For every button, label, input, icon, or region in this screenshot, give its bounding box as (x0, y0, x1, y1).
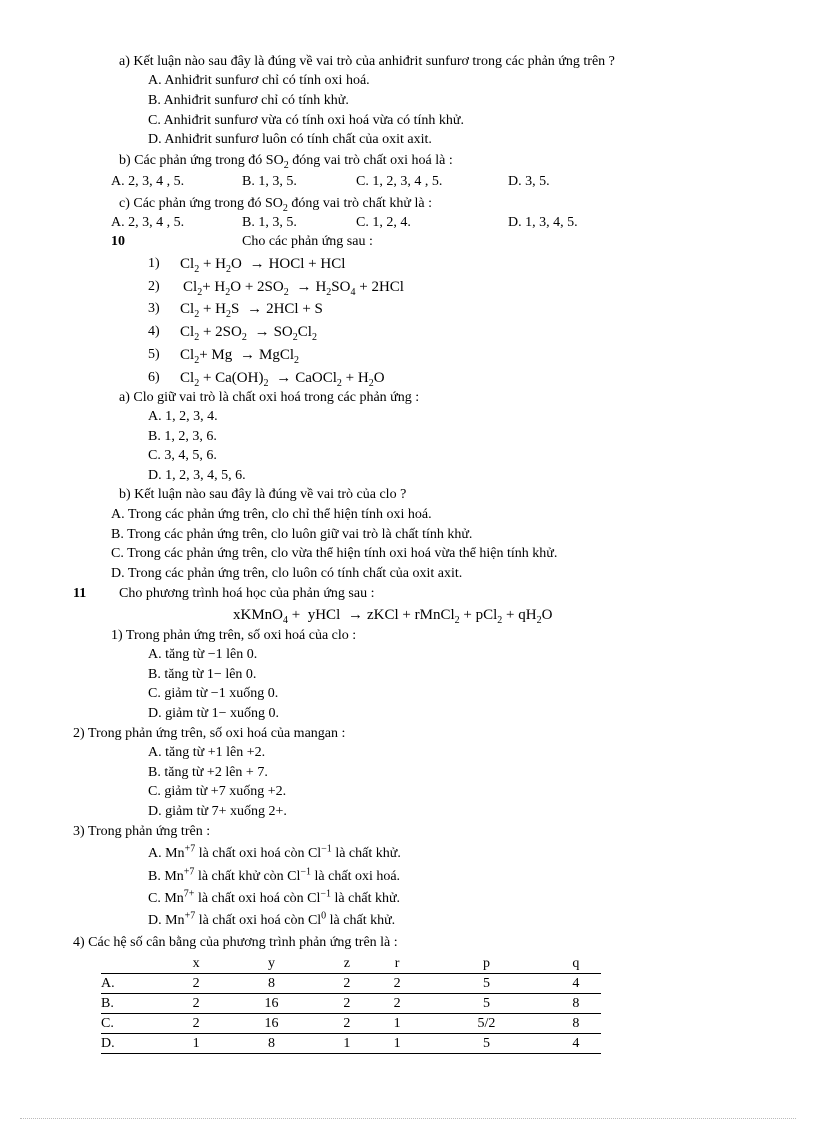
q10-part-b-question: b) Kết luận nào sau đây là đúng về vai trò của clo ? (119, 487, 407, 502)
q11-number: 11 (73, 586, 87, 601)
table-row (101, 974, 601, 994)
table-header-cell (101, 954, 171, 974)
q9-b-option-d: D. 3, 5. (508, 174, 550, 189)
page-bottom-divider (20, 1118, 796, 1119)
q9-b-option-c: C. 1, 2, 3, 4 , 5. (356, 174, 443, 189)
q11-p2-option-c: C. giảm từ +7 xuống +2. (148, 784, 287, 799)
q10-reaction-4-number: 4) (148, 324, 160, 339)
q11-p3-option-c: C. $Mn^{7+}$ là chất oxi hoá còn $Cl^{-1}$ là chất khử. (148, 888, 401, 906)
q10-reaction-4-equation: $Cl_2 + 2SO_2 \to SO_2Cl_2$ (180, 324, 317, 343)
q9-a-option-d: D. Anhiđrit sunfurơ luôn có tính chất của oxit axit. (148, 132, 432, 147)
q11-part-1-question: 1) Trong phản ứng trên, số oxi hoá của clo : (111, 628, 357, 643)
q10-part-a-question: a) Clo giữ vai trò là chất oxi hoá trong các phản ứng : (119, 390, 420, 405)
q11-part-3-question: 3) Trong phản ứng trên : (73, 824, 211, 839)
table-cell: 8 (221, 974, 322, 994)
table-cell: 8 (551, 994, 601, 1014)
q9-a-option-a: A. Anhiđrit sunfurơ chỉ có tính oxi hoá. (148, 73, 370, 88)
table-cell: 2 (372, 994, 422, 1014)
q11-p2-option-d: D. giảm từ 7+ xuống 2+. (148, 804, 287, 819)
table-cell: 8 (221, 1034, 322, 1054)
q9-a-option-b: B. Anhiđrit sunfurơ chỉ có tính khử. (148, 93, 349, 108)
table-cell: A. (101, 974, 171, 994)
table-header-row (101, 954, 601, 974)
q11-p2-option-a: A. tăng từ +1 lên +2. (148, 745, 266, 760)
q11-p1-option-c: C. giảm từ −1 xuống 0. (148, 686, 279, 701)
q11-p1-option-a: A. tăng từ −1 lên 0. (148, 647, 258, 662)
q10-b-option-a: A. Trong các phản ứng trên, clo chỉ thể hiện tính oxi hoá. (111, 507, 432, 522)
table-cell: C. (101, 1014, 171, 1034)
q10-reaction-1-equation: $Cl_2 + H_2O$ → HOCl + HCl (180, 256, 346, 275)
q9-b-option-b: B. 1, 3, 5. (242, 174, 297, 189)
table-cell: 2 (171, 994, 221, 1014)
q10-intro: Cho các phản ứng sau : (242, 234, 373, 249)
q10-a-option-a: A. 1, 2, 3, 4. (148, 409, 218, 424)
q9-b-option-a: A. 2, 3, 4 , 5. (111, 174, 185, 189)
table-cell: 5 (422, 994, 550, 1014)
q11-p1-option-b: B. tăng từ 1− lên 0. (148, 667, 257, 682)
q10-reaction-2-equation: $Cl_2+ H_2O + 2SO_2 \to H_2SO_4 + 2HCl$ (183, 279, 404, 298)
q9-part-a-question: a) Kết luận nào sau đây là đúng về vai trò của anhiđrit sunfurơ trong các phản ứng trên ? (119, 54, 615, 69)
q10-a-option-c: C. 3, 4, 5, 6. (148, 448, 217, 463)
q10-reaction-3-equation: $Cl_2 + H_2S \to 2HCl + S$ (180, 301, 323, 320)
q10-reaction-5-number: 5) (148, 347, 160, 362)
q11-part-2-question: 2) Trong phản ứng trên, số oxi hoá của mangan : (73, 726, 346, 741)
q11-p2-option-b: B. tăng từ +2 lên + 7. (148, 765, 268, 780)
q10-a-option-b: B. 1, 2, 3, 6. (148, 429, 217, 444)
table-cell: 16 (221, 1014, 322, 1034)
q11-intro: Cho phương trình hoá học của phản ứng sau : (119, 586, 375, 601)
table-row (101, 1034, 601, 1054)
table-cell: 1 (171, 1034, 221, 1054)
table-cell: 2 (322, 1014, 372, 1034)
table-row (101, 994, 601, 1014)
table-cell: 2 (322, 994, 372, 1014)
q9-a-option-c: C. Anhiđrit sunfurơ vừa có tính oxi hoá vừa có tính khử. (148, 113, 464, 128)
q10-reaction-1-number: 1) (148, 256, 160, 271)
table-cell: 1 (322, 1034, 372, 1054)
q9-c-option-d: D. 1, 3, 4, 5. (508, 215, 578, 230)
q10-a-option-d: D. 1, 2, 3, 4, 5, 6. (148, 468, 246, 483)
table-cell: 1 (372, 1014, 422, 1034)
q9-part-c-question: c) Các phản ứng trong đó $SO_2$ đóng vai trò chất khử là : (119, 196, 432, 214)
table-cell: 1 (372, 1034, 422, 1054)
table-cell: 5 (422, 974, 550, 994)
table-cell: D. (101, 1034, 171, 1054)
table-cell: 5 (422, 1034, 550, 1054)
table-cell: 4 (551, 1034, 601, 1054)
table-header-cell: y (221, 954, 322, 974)
q11-equation: xKMnO$_4$ + yHCl → zKCl + rMnCl$_2$ + $pCl_2 + qH_2O$ (233, 607, 553, 626)
table-cell: 8 (551, 1014, 601, 1034)
q10-reaction-5-equation: $Cl_2+ Mg$ → MgCl$_2$ (180, 347, 299, 366)
table-cell: 2 (322, 974, 372, 994)
q9-c-option-c: C. 1, 2, 4. (356, 215, 411, 230)
q10-b-option-c: C. Trong các phản ứng trên, clo vừa thể hiện tính oxi hoá vừa thể hiện tính khử. (111, 546, 558, 561)
table-row (101, 1014, 601, 1034)
table-cell: B. (101, 994, 171, 1014)
table-cell: 2 (372, 974, 422, 994)
coefficients-table (101, 954, 601, 1054)
q11-p1-option-d: D. giảm từ 1− xuống 0. (148, 706, 279, 721)
table-header-cell: p (422, 954, 550, 974)
q11-part-4-question: 4) Các hệ số cân bằng của phương trình phản ứng trên là : (73, 935, 398, 950)
table-header-cell: r (372, 954, 422, 974)
q9-part-b-question: b) Các phản ứng trong đó $SO_2$ đóng vai trò chất oxi hoá là : (119, 153, 453, 171)
q11-p3-option-b: B. $Mn^{+7}$ là chất khử còn $Cl^{-1}$ là chất oxi hoá. (148, 866, 401, 884)
q10-reaction-6-equation: $Cl_2 + Ca(OH)_2$ → CaOCl$_2$ + $H_2O$ (180, 370, 385, 389)
table-cell: 2 (171, 1014, 221, 1034)
q10-reaction-3-number: 3) (148, 301, 160, 316)
table-cell: 2 (171, 974, 221, 994)
q10-number: 10 (111, 234, 125, 249)
q10-reaction-2-number: 2) (148, 279, 160, 294)
q10-reaction-6-number: 6) (148, 370, 160, 385)
table-header-cell: x (171, 954, 221, 974)
q10-b-option-d: D. Trong các phản ứng trên, clo luôn có tính chất của oxit axit. (111, 566, 463, 581)
q10-b-option-b: B. Trong các phản ứng trên, clo luôn giữ vai trò là chất tính khử. (111, 527, 473, 542)
table-header-cell: z (322, 954, 372, 974)
table-cell: 16 (221, 994, 322, 1014)
q9-c-option-b: B. 1, 3, 5. (242, 215, 297, 230)
q11-p3-option-d: D. $Mn^{+7}$ là chất oxi hoá còn Cl$^0$ là chất khử. (148, 910, 396, 928)
table-cell: 4 (551, 974, 601, 994)
q11-p3-option-a: A. $Mn^{+7}$ là chất oxi hoá còn $Cl^{-1}$ là chất khử. (148, 843, 401, 861)
table-header-cell: q (551, 954, 601, 974)
table-cell: 5/2 (422, 1014, 550, 1034)
q9-c-option-a: A. 2, 3, 4 , 5. (111, 215, 185, 230)
